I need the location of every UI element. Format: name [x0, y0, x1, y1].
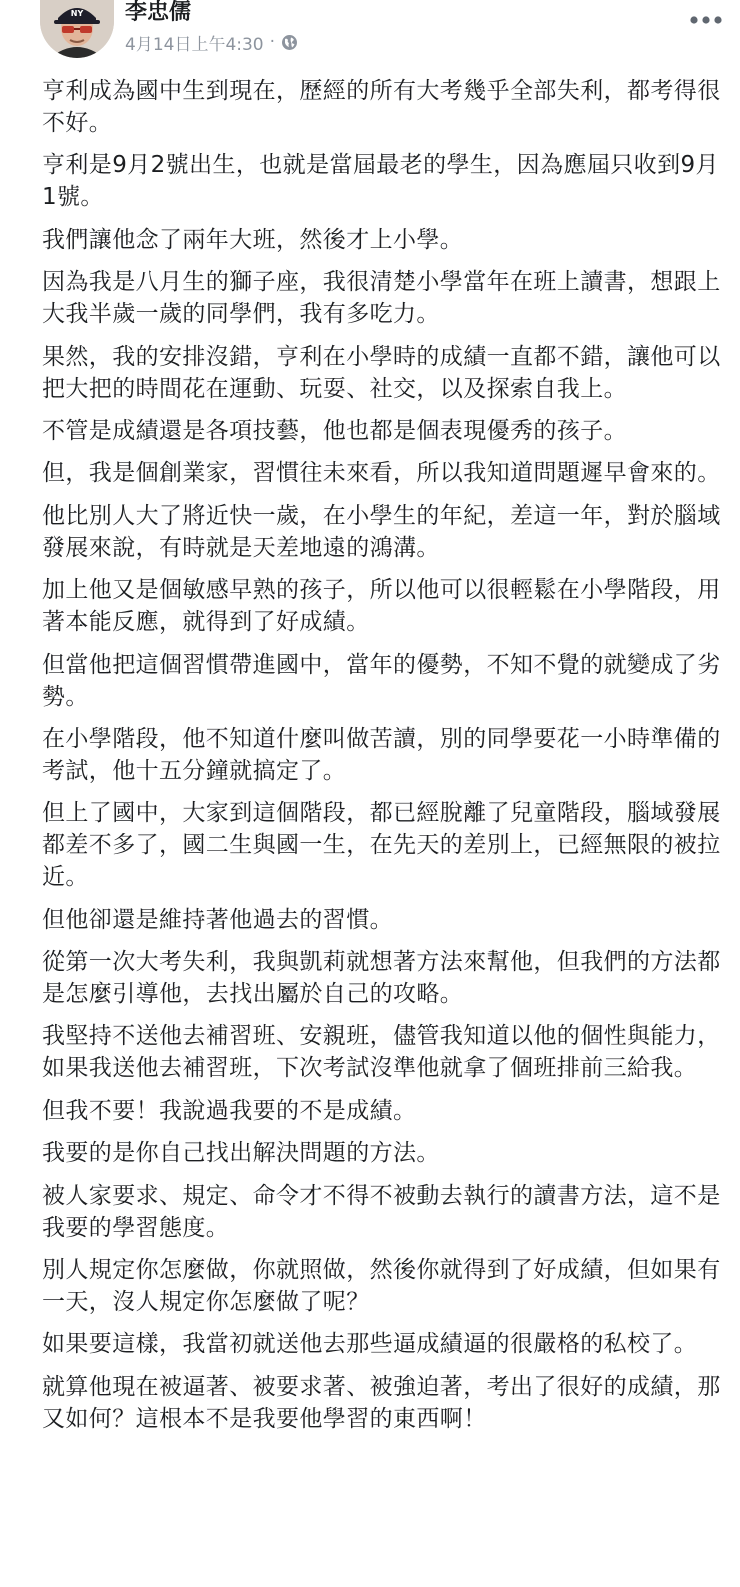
post-paragraph: 加上他又是個敏感早熟的孩子，所以他可以很輕鬆在小學階段，用著本能反應，就得到了好成績。 [42, 577, 721, 636]
post-timestamp[interactable]: 4月14日上午4:30 [125, 34, 264, 55]
more-dots-icon [689, 16, 723, 24]
post-paragraph: 亨利是9月2號出生，也就是當屆最老的學生，因為應屆只收到9月1號。 [42, 152, 719, 211]
post-paragraph: 他比別人大了將近快一歲，在小學生的年紀，差這一年，對於腦域發展來說，有時就是天差地遠的鴻溝。 [42, 502, 721, 561]
post-paragraph: 但上了國中，大家到這個階段，都已經脫離了兒童階段，腦域發展都差不多了，國二生與國一生，在先天的差別上，已經無限的被拉近。 [42, 800, 721, 891]
post-paragraph: 被人家要求、規定、命令才不得不被動去執行的讀書方法，這不是我要的學習態度。 [42, 1182, 721, 1241]
post-paragraph: 果然，我的安排沒錯，亨利在小學時的成績一直都不錯，讓他可以把大把的時間花在運動、玩耍、社交，以及探索自我上。 [42, 343, 721, 402]
post-paragraph: 亨利成為國中生到現在，歷經的所有大考幾乎全部失利，都考得很不好。 [42, 78, 721, 136]
post-paragraph: 我們讓他念了兩年大班，然後才上小學。 [42, 226, 464, 253]
profile-photo [40, 0, 114, 58]
avatar[interactable] [40, 0, 114, 58]
post-paragraph: 不管是成績還是各項技藝，他也都是個表現優秀的孩子。 [42, 417, 627, 444]
post-paragraph: 從第一次大考失利，我與凱莉就想著方法來幫他，但我們的方法都是怎麼引導他，去找出屬於自己的攻略。 [42, 949, 721, 1008]
post-body [42, 75, 722, 1445]
svg-text:NY: NY [70, 9, 84, 18]
globe-icon[interactable] [281, 34, 298, 51]
post-paragraph: 別人規定你怎麼做，你就照做，然後你就得到了好成績，但如果有一天，沒人規定你怎麼做了呢？ [42, 1257, 721, 1316]
meta-separator: · [269, 32, 276, 52]
post-meta [125, 30, 298, 54]
post-paragraph: 在小學階段，他不知道什麼叫做苦讀，別的同學要花一小時準備的考試，他十五分鐘就搞定了。 [42, 725, 721, 784]
post-paragraph: 但我不要！我說過我要的不是成績。 [42, 1097, 417, 1124]
more-options-button[interactable] [686, 6, 726, 34]
post-paragraph: 如果要這樣，我當初就送他去那些逼成績逼的很嚴格的私校了。 [42, 1331, 698, 1358]
post-paragraph: 因為我是八月生的獅子座，我很清楚小學當年在班上讀書，想跟上大我半歲一歲的同學們，我有多吃力。 [42, 269, 721, 328]
post-paragraph: 但他卻還是維持著他過去的習慣。 [42, 906, 393, 933]
post-paragraph: 我堅持不送他去補習班、安親班，儘管我知道以他的個性與能力，如果我送他去補習班，下次考試沒準他就拿了個班排前三給我。 [42, 1023, 721, 1082]
author-name[interactable]: 李忠儒 [125, 0, 192, 25]
post-paragraph: 我要的是你自己找出解決問題的方法。 [42, 1140, 440, 1167]
post-paragraph: 但當他把這個習慣帶進國中，當年的優勢，不知不覺的就變成了劣勢。 [42, 651, 721, 710]
post-header [0, 0, 740, 66]
post-paragraph: 但，我是個創業家，習慣往未來看，所以我知道問題遲早會來的。 [42, 460, 721, 487]
post-paragraph: 就算他現在被逼著、被要求著、被強迫著，考出了很好的成績，那又如何？這根本不是我要他學習的東西啊！ [42, 1373, 721, 1432]
